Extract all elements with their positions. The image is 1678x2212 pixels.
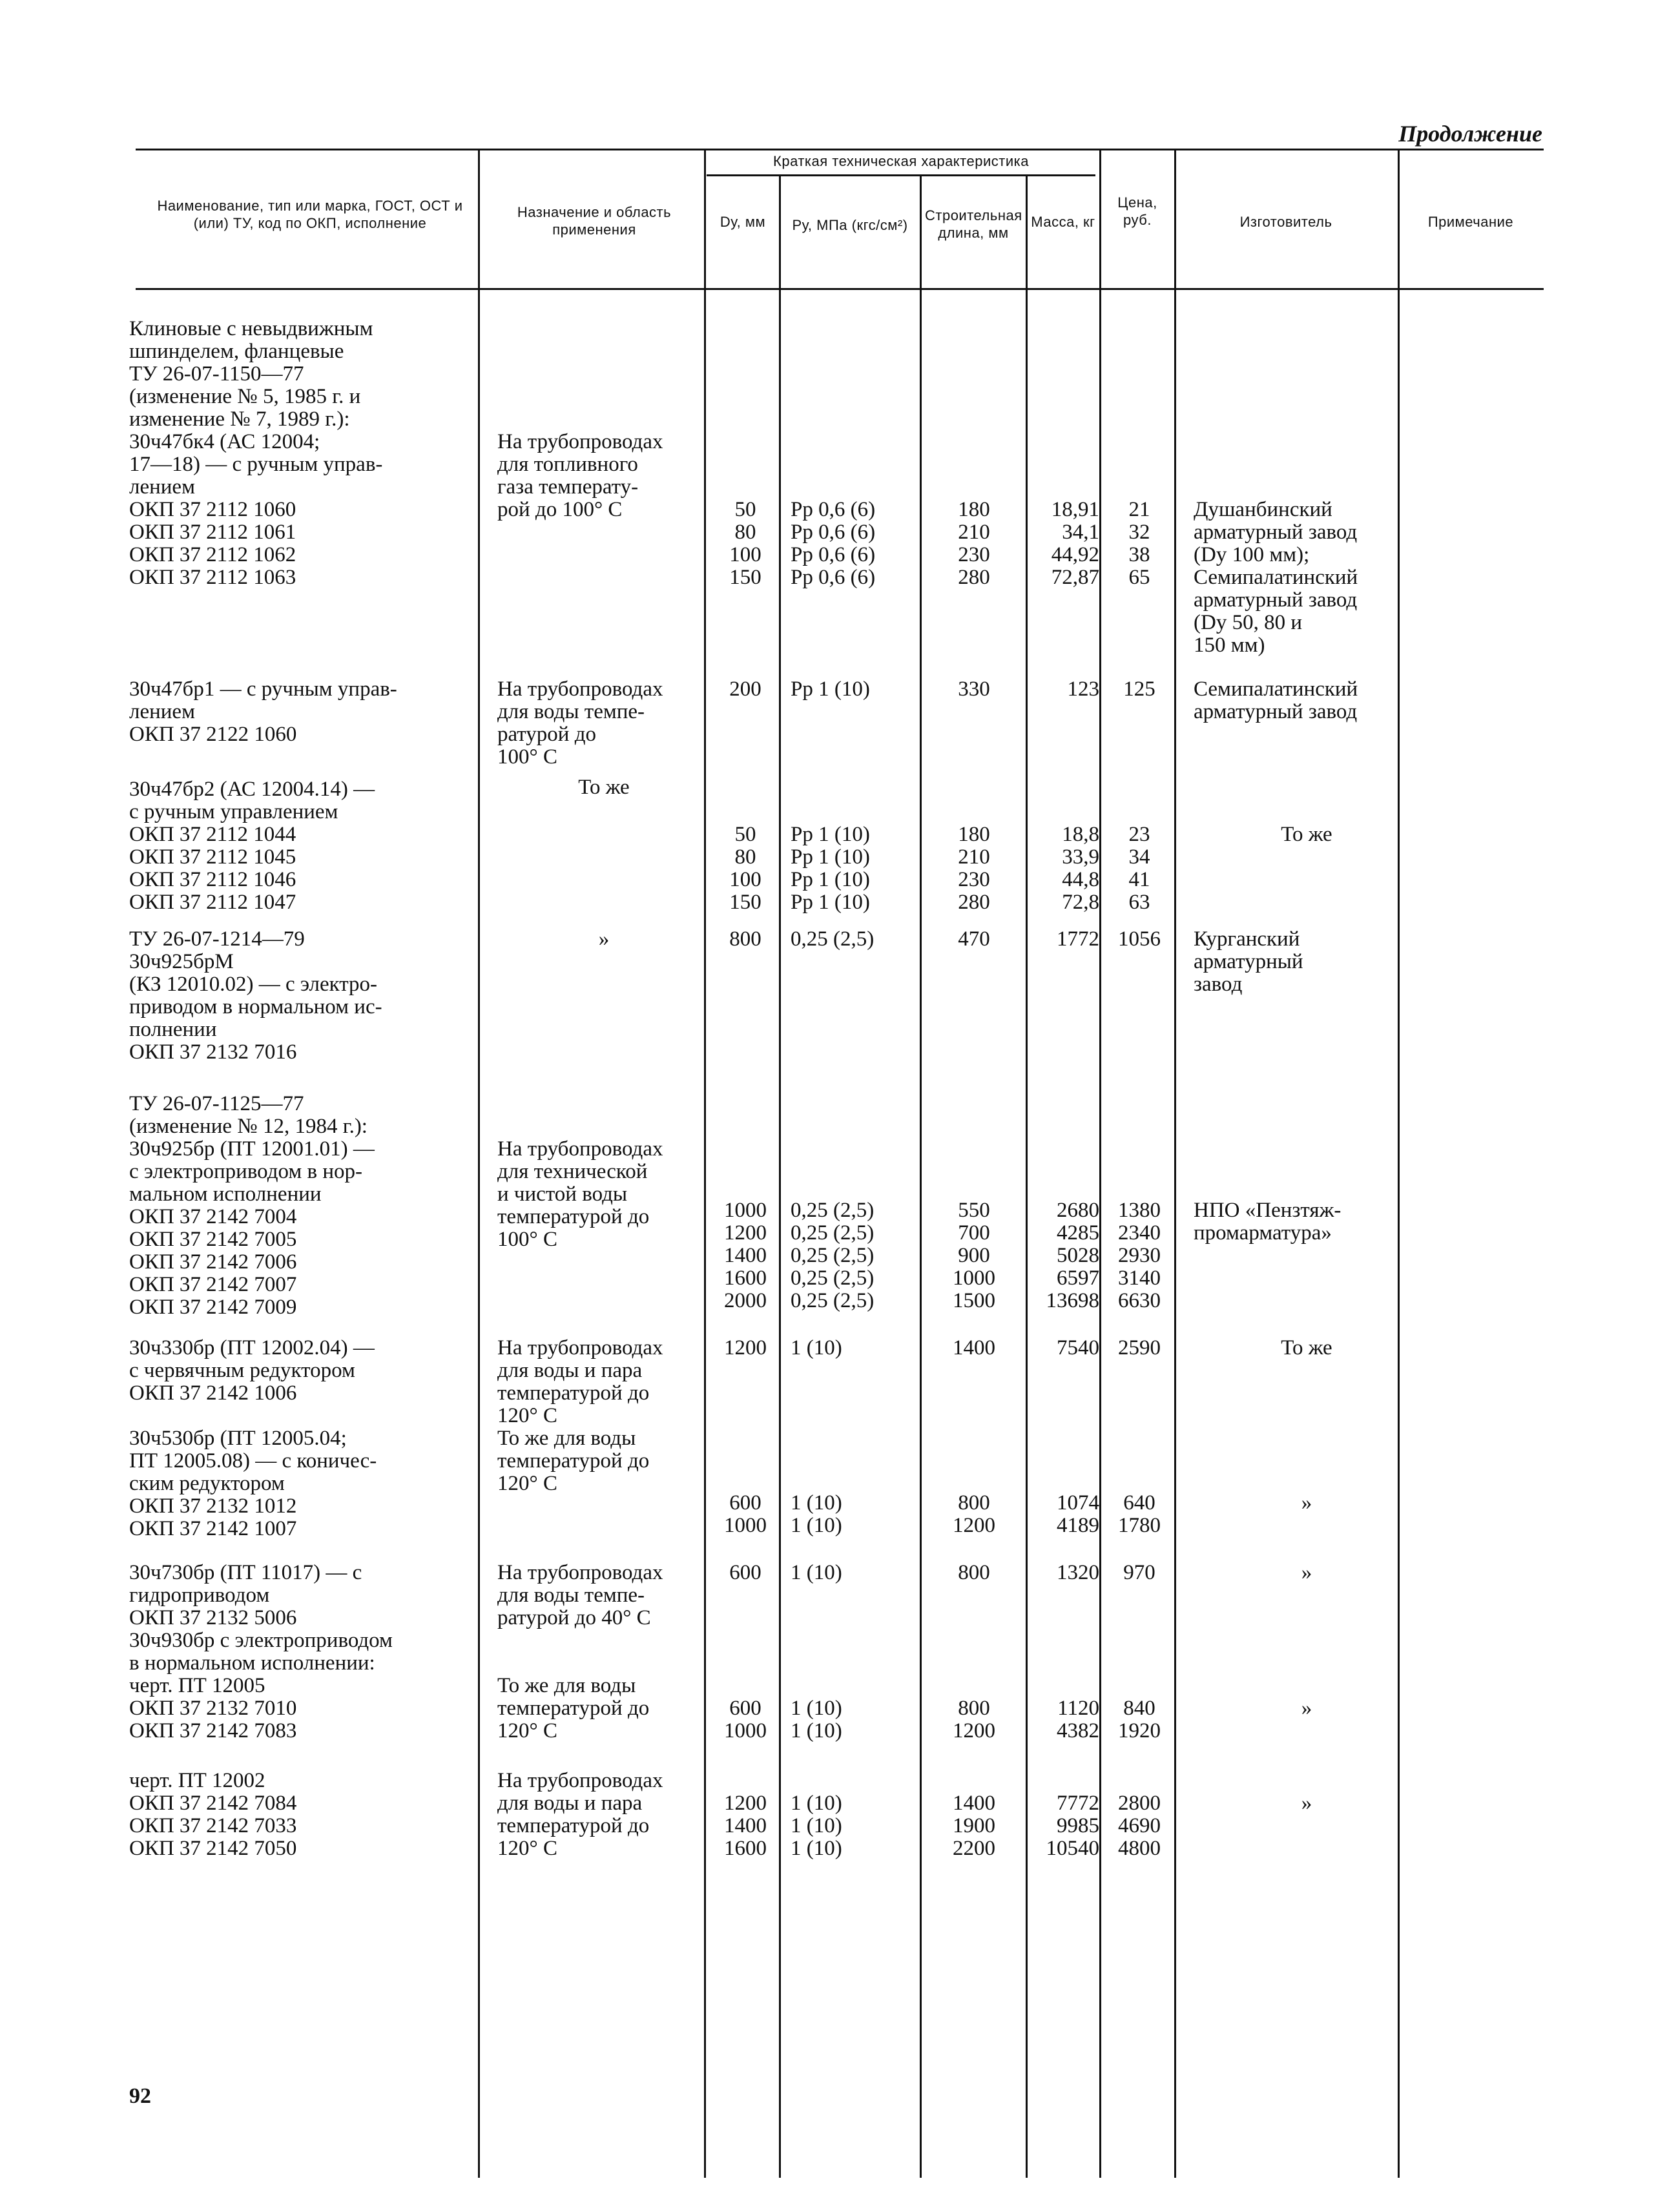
row-length: 330: [958, 677, 990, 701]
col-divider: [1026, 176, 1028, 2178]
row-name: ОКП 37 2132 7010 ОКП 37 2142 7083: [129, 1697, 297, 1742]
row-mass: 2680 4285 5028 6597 13698: [1046, 1199, 1099, 1312]
row-manufacturer: НПО «Пензтяж- промарматура»: [1194, 1199, 1341, 1245]
row-purpose: На трубопроводах для воды темпе- ратурой до 100° С: [497, 677, 663, 769]
row-manufacturer: »: [1301, 1491, 1312, 1514]
header-mass: Масса, кг: [1031, 214, 1095, 230]
row-purpose: На трубопроводах для воды темпе- ратурой до 40° С: [497, 1561, 663, 1629]
header-price: Цена, руб.: [1117, 194, 1157, 228]
row-dy: 600 1000: [724, 1491, 767, 1537]
row-name: 30ч47бр2 (АС 12004.14) — с ручным управлением ОКП 37 2112 1044 ОКП 37 2112 1045 ОКП 37 2112 1046 ОКП 37 2112 1047: [129, 778, 375, 914]
row-price: 23 34 41 63: [1128, 823, 1150, 914]
header-bottom-rule: [136, 288, 1544, 290]
row-length: 800 1200: [953, 1491, 995, 1537]
row-price: 2590: [1118, 1336, 1161, 1359]
row-price: 125: [1123, 677, 1155, 701]
row-py: 0,25 (2,5): [791, 927, 875, 951]
row-dy: 1200: [724, 1336, 767, 1359]
row-manufacturer: Курганский арматурный завод: [1194, 927, 1303, 996]
col-divider: [1174, 150, 1176, 2178]
header-name: Наименование, тип или марка, ГОСТ, ОСТ и (или) ТУ, код по ОКП, исполнение: [157, 198, 463, 231]
row-dy: 50 80 100 150: [729, 498, 761, 589]
row-py: 0,25 (2,5) 0,25 (2,5) 0,25 (2,5) 0,25 (2,5) 0,25 (2,5): [791, 1199, 875, 1312]
row-mass: 7540: [1057, 1336, 1099, 1359]
row-manufacturer: То же: [1281, 1336, 1332, 1359]
row-mass: 1074 4189: [1057, 1491, 1099, 1537]
row-name: ТУ 26-07-1214—79 30ч925брМ (КЗ 12010.02) — с электро- приводом в нормальном ис- полнении ОКП 37 2132 7016: [129, 927, 382, 1064]
row-price: 21 32 38 65: [1128, 498, 1150, 589]
table-top-rule: [136, 149, 1544, 150]
row-dy: 600 1000: [724, 1697, 767, 1742]
row-price: 2800 4690 4800: [1118, 1792, 1161, 1860]
row-length: 800: [958, 1561, 990, 1584]
row-length: 180 210 230 280: [958, 823, 990, 914]
row-purpose: То же: [578, 776, 630, 799]
row-purpose: То же для воды температурой до 120° С: [497, 1674, 650, 1742]
row-mass: 1772: [1057, 927, 1099, 951]
row-purpose: На трубопроводах для воды и пара температурой до 120° С: [497, 1769, 663, 1860]
row-py: 1 (10): [791, 1336, 842, 1359]
row-mass: 7772 9985 10540: [1046, 1792, 1099, 1860]
row-purpose: На трубопроводах для воды и пара температурой до 120° С: [497, 1336, 663, 1427]
header-tech: Краткая техническая характеристика: [773, 153, 1029, 169]
col-divider: [779, 176, 781, 2178]
header-dy: Dу, мм: [720, 214, 766, 230]
col-divider: [478, 150, 480, 2178]
row-manufacturer: Душанбинский арматурный завод (Dу 100 мм); Семипалатинский арматурный завод (Dу 50, 80 и 150 мм): [1194, 498, 1358, 657]
row-name: 30ч330бр (ПТ 12002.04) — с червячным редуктором ОКП 37 2142 1006: [129, 1336, 375, 1405]
row-price: 970: [1123, 1561, 1155, 1584]
row-price: 1056: [1118, 927, 1161, 951]
row-purpose: »: [598, 927, 610, 951]
row-mass: 18,91 34,1 44,92 72,87: [1051, 498, 1099, 589]
col-divider: [920, 176, 922, 2178]
row-name: 30ч47бр1 — с ручным управ- лением ОКП 37 2122 1060: [129, 677, 397, 746]
col-divider: [1398, 150, 1400, 2178]
row-manufacturer: »: [1301, 1697, 1312, 1720]
header-manufacturer: Изготовитель: [1239, 214, 1332, 230]
row-dy: 600: [729, 1561, 761, 1584]
row-name: Клиновые с невыдвижным шпинделем, фланцевые ТУ 26-07-1150—77 (изменение № 5, 1985 г. и изменение № 7, 1989 г.): 30ч47бк4 (АС 12004; 17—18) — с ручным управ- лением ОКП 37 2112 1060 ОКП 37 2112 1061 ОКП 37 2112 1062 ОКП 37 2112 1063: [129, 317, 383, 589]
row-length: 1400 1900 2200: [953, 1792, 995, 1860]
row-py: 1 (10) 1 (10): [791, 1491, 842, 1537]
page-number: 92: [129, 2084, 151, 2108]
row-name: 30ч730бр (ПТ 11017) — с гидроприводом ОКП 37 2132 5006 30ч930бр с электроприводом в нормальном исполнении: черт. ПТ 12005: [129, 1561, 393, 1697]
header-py: Pу, МПа (кгс/см²): [792, 217, 908, 233]
row-py: Pр 0,6 (6) Pр 0,6 (6) Pр 0,6 (6) Pр 0,6 (6): [791, 498, 876, 589]
continuation-label: Продолжение: [1398, 121, 1542, 147]
row-manufacturer: То же: [1281, 823, 1332, 846]
row-price: 1380 2340 2930 3140 6630: [1118, 1199, 1161, 1312]
row-dy: 1000 1200 1400 1600 2000: [724, 1199, 767, 1312]
header-length: Строительная длина, мм: [925, 207, 1022, 241]
row-py: Pр 1 (10): [791, 677, 870, 701]
header-purpose: Назначение и область применения: [517, 204, 672, 238]
row-name: 30ч530бр (ПТ 12005.04; ПТ 12005.08) — с коничес- ским редуктором ОКП 37 2132 1012 ОКП 37 2142 1007: [129, 1427, 377, 1540]
row-purpose: На трубопроводах для технической и чистой воды температурой до 100° С: [497, 1137, 663, 1251]
row-manufacturer: »: [1301, 1561, 1312, 1584]
row-dy: 200: [729, 677, 761, 701]
row-length: 470: [958, 927, 990, 951]
row-py: 1 (10): [791, 1561, 842, 1584]
col-divider: [1099, 150, 1101, 2178]
row-mass: 123: [1067, 677, 1099, 701]
header-note: Примечание: [1427, 214, 1514, 230]
row-mass: 1320: [1057, 1561, 1099, 1584]
row-purpose: То же для воды температурой до 120° С: [497, 1427, 650, 1495]
row-price: 640 1780: [1118, 1491, 1161, 1537]
row-purpose: На трубопроводах для топливного газа температу- рой до 100° С: [497, 430, 663, 521]
row-manufacturer: »: [1301, 1792, 1312, 1815]
row-length: 800 1200: [953, 1697, 995, 1742]
row-dy: 800: [729, 927, 761, 951]
row-length: 1400: [953, 1336, 995, 1359]
row-mass: 18,8 33,9 44,8 72,8: [1062, 823, 1099, 914]
row-py: 1 (10) 1 (10): [791, 1697, 842, 1742]
row-length: 180 210 230 280: [958, 498, 990, 589]
row-name: ТУ 26-07-1125—77 (изменение № 12, 1984 г.): 30ч925бр (ПТ 12001.01) — с электроприводом в нор- мальном исполнении ОКП 37 2142 7004 ОКП 37 2142 7005 ОКП 37 2142 7006 ОКП 37 2142 7007 ОКП 37 2142 7009: [129, 1092, 375, 1319]
row-dy: 50 80 100 150: [729, 823, 761, 914]
row-py: Pр 1 (10) Pр 1 (10) Pр 1 (10) Pр 1 (10): [791, 823, 870, 914]
row-name: черт. ПТ 12002 ОКП 37 2142 7084 ОКП 37 2142 7033 ОКП 37 2142 7050: [129, 1769, 297, 1860]
row-length: 550 700 900 1000 1500: [953, 1199, 995, 1312]
row-mass: 1120 4382: [1057, 1697, 1099, 1742]
tech-group-rule: [707, 174, 1095, 176]
row-manufacturer: Семипалатинский арматурный завод: [1194, 677, 1358, 723]
row-py: 1 (10) 1 (10) 1 (10): [791, 1792, 842, 1860]
row-price: 840 1920: [1118, 1697, 1161, 1742]
row-dy: 1200 1400 1600: [724, 1792, 767, 1860]
